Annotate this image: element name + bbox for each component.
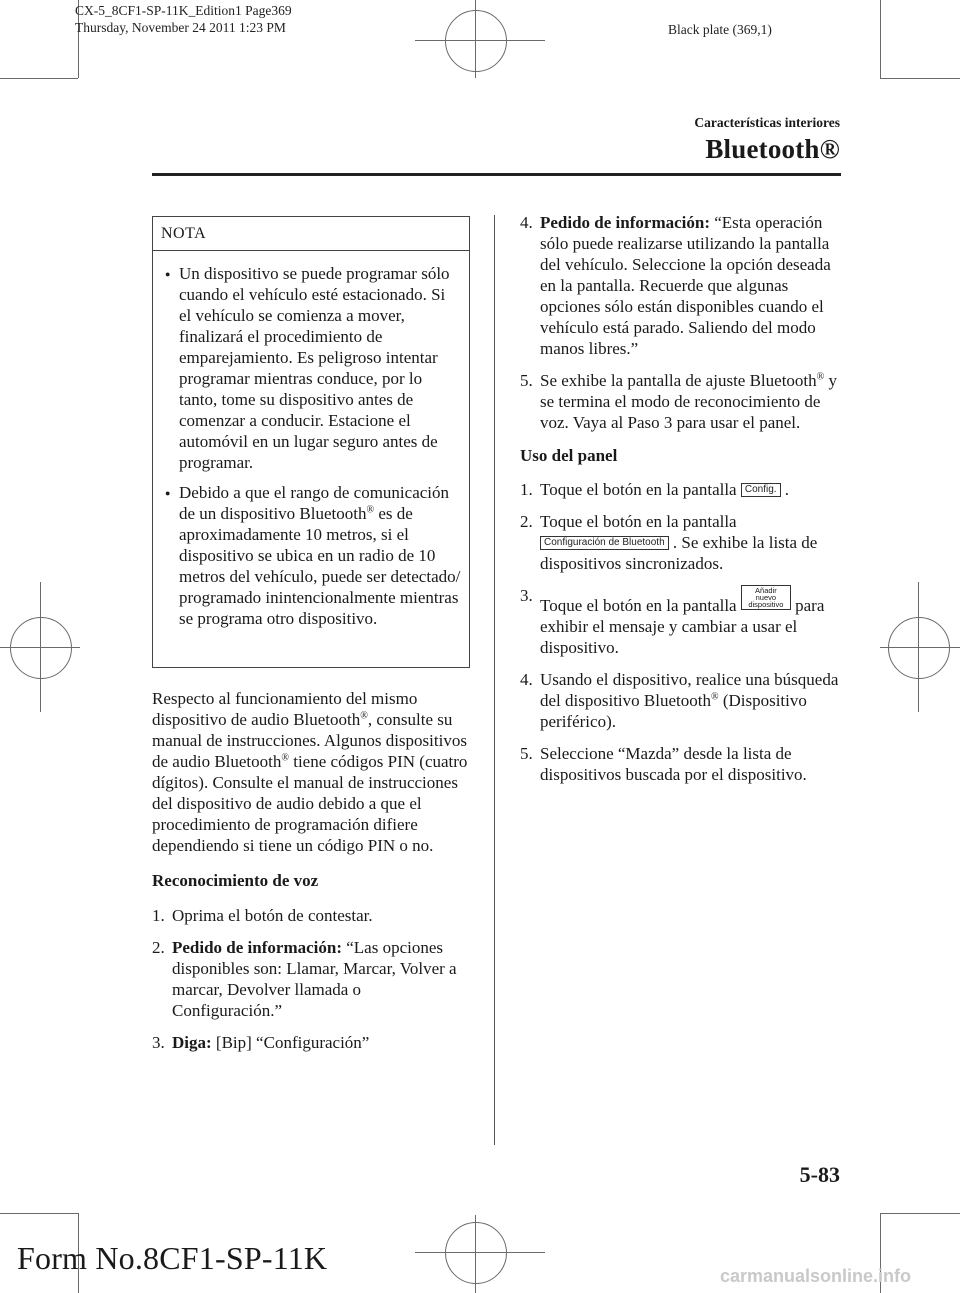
watermark: carmanualsonline.info: [720, 1266, 912, 1286]
audio-device-paragraph: Respecto al funcionamiento del mismo dispositivo de audio Bluetooth®, consulte su manual de instrucciones. Algunos dispositivos de audio Bluetooth® tiene códigos PIN (cuatro dígitos). Consulte el manual de instrucciones del dispositivo de audio debido a que el procedimiento de programación difiere dependiendo si tiene un código PIN o no.: [152, 689, 468, 855]
left-column: [152, 688, 474, 1053]
print-file-line: CX-5_8CF1-SP-11K_Edition1 Page369: [75, 3, 292, 18]
bullet-icon: ●: [165, 488, 171, 498]
print-file-info: [75, 2, 292, 36]
right-column: [520, 212, 842, 785]
panel-step-5: 5. Seleccione “Mazda” desde la lista de dispositivos buscada por el dispositivo.: [520, 744, 807, 784]
page-number: 5-83: [799, 1162, 840, 1187]
panel-step-4: 4. Usando el dispositivo, realice una búsqueda del dispositivo Bluetooth® (Dispositivo periférico).: [520, 670, 839, 731]
bullet-icon: ●: [165, 269, 171, 279]
print-date-line: Thursday, November 24 2011 1:23 PM: [75, 20, 286, 35]
header-rule: [152, 173, 841, 176]
registered-mark: ®: [366, 504, 375, 516]
section-title: Bluetooth®: [705, 134, 840, 164]
panel-usage-heading: Uso del panel: [520, 446, 618, 465]
voice-step-4: 4. Pedido de información: “Esta operación sólo puede realizarse utilizando la pantalla del vehículo. Seleccione la opción deseada en la pantalla. Recuerde que algunas opciones sólo están disponibles cuando el vehículo está parado. Saliendo del modo manos libres.”: [520, 213, 831, 358]
voice-step-2: 2. Pedido de información: “Las opciones disponibles son: Llamar, Marcar, Volver a marcar, Devolver llamada o Configuración.”: [152, 938, 457, 1020]
voice-step-3: 3. Diga: [Bip] “Configuración”: [152, 1033, 370, 1052]
panel-step-1: 1. Toque el botón en la pantalla Config. .: [520, 480, 790, 499]
panel-step-2: 2. Toque el botón en la pantalla Configuración de Bluetooth . Se exhibe la lista de dispositivos sincronizados.: [520, 512, 818, 573]
panel-step-3: 3. Toque el botón en la pantalla Añadir nuevo dispositivo para exhibir el mensaje y cambiar a usar el dispositivo.: [520, 586, 825, 657]
form-number: Form No.8CF1-SP-11K: [17, 1240, 328, 1276]
column-divider: [494, 215, 495, 1145]
black-plate-label: Black plate (369,1): [668, 22, 772, 37]
add-new-device-button: Añadir nuevo dispositivo: [741, 585, 791, 610]
note-bullet-2: ● Debido a que el rango de comunicación de un dispositivo Bluetooth® es de aproximadamente 10 metros, si el dispositivo se ubica en un radio de 10 metros del vehículo, puede ser detectado/ programado inintencionalmente mientras se programa otro dispositivo.: [165, 483, 461, 628]
bluetooth-settings-button: Configuración de Bluetooth: [540, 536, 669, 550]
note-box: [152, 216, 470, 668]
section-category: Características interiores: [694, 115, 840, 130]
voice-recognition-heading: Reconocimiento de voz: [152, 871, 319, 890]
voice-step-5: 5. Se exhibe la pantalla de ajuste Bluetooth® y se termina el modo de reconocimiento de voz. Vaya al Paso 3 para usar el panel.: [520, 371, 837, 432]
voice-step-1: 1. Oprima el botón de contestar.: [152, 906, 373, 925]
config-button: Config.: [741, 483, 781, 497]
note-bullet-1: ● Un dispositivo se puede programar sólo cuando el vehículo esté estacionado. Si el vehículo se comienza a mover, finalizará el procedimiento de emparejamiento. Es peligroso intentar programar mientras conduce, por lo tanto, tome su dispositivo antes de comenzar a conducir. Estacione el automóvil en un lugar seguro antes de programar.: [165, 264, 450, 472]
note-heading: NOTA: [153, 217, 469, 251]
